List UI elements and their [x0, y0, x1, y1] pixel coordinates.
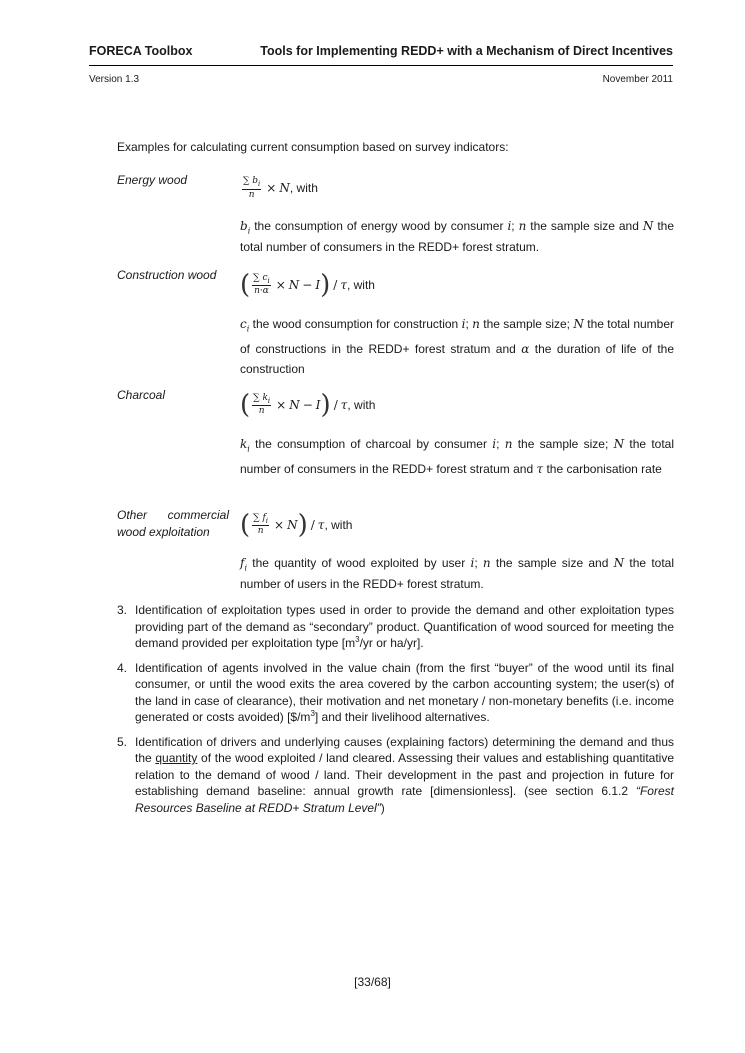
formula-charcoal: ( $\frac{\sum k_i}{n}$ × N − I ) / τ , with: [240, 390, 376, 420]
document-subtitle: Tools for Implementing REDD+ with a Mechanism of Direct Incentives: [260, 44, 673, 58]
term-construction-wood: Construction wood: [117, 268, 217, 282]
term-charcoal: Charcoal: [117, 388, 166, 402]
intro-text: Examples for calculating current consumption based on survey indicators:: [117, 140, 509, 154]
numbered-list: [117, 602, 674, 824]
formula-energy-wood: $\frac{\sum b_i}{n}$ × N , with: [243, 176, 318, 200]
desc-construction-wood: $c_i$ the wood consumption for construction i; n the sample size; N the total number of constructions in the REDD+ forest stratum and α the duration of life of the construction: [240, 317, 675, 377]
formula-construction-wood: ( $\frac{\sum c_i}{n\cdot\alpha}$ × N − I ) / τ , with: [240, 270, 375, 300]
formula-other-commercial: ( $\frac{\sum f_i}{n}$ × N ) / τ , with: [240, 510, 353, 540]
version-label: Version 1.3: [89, 74, 140, 85]
desc-energy-wood: $b_i$ the consumption of energy wood by consumer i; n the sample size and N the total number of consumers in the REDD+ forest stratum.: [240, 219, 675, 255]
term-other-commercial: Other commercial wood exploitation: [117, 508, 229, 539]
date-label: November 2011: [602, 74, 673, 85]
document-title: FORECA Toolbox: [89, 44, 193, 58]
desc-other-commercial: $f_i$ the quantity of wood exploited by user i; n the sample size and N the total number of users in the REDD+ forest stratum.: [240, 556, 675, 592]
list-item: 3. Identification of exploitation types used in order to provide the demand and other exploitation types providing part of the demand as “secondary” product. Quantification of wood sourced for meeting the demand provided per exploitation type [$m^3/yr$ or ha/yr].: [117, 603, 674, 650]
list-item: 4. Identification of agents involved in the value chain (from the first “buyer” of the wood until its final consumer, or until the wood exits the area covered by the carbon accounting system; the user(s) of the land in case of clearance), their motivation and net monetary / non-monetary benefits (i.e. income generated or costs avoided) $[\$/m^3]$ and their livelihood alternatives.: [117, 660, 674, 724]
page-number: [33/68]: [354, 975, 391, 989]
list-item: 5. Identification of drivers and underlying causes (explaining factors) determining the demand and thus the quantity of the wood exploited / land cleared. Assessing their values and establishing quantitative relation to the demand of wood / land. Their development in the past and projection in future for establishing demand baseline: annual growth rate [dimensionless]. (see section 6.1.2 “Forest Resources Baseline at REDD+ Stratum Level”): [117, 734, 675, 815]
header-divider: [89, 65, 673, 66]
desc-charcoal: $k_i$ the consumption of charcoal by consumer i; n the sample size; N the total number of consumers in the REDD+ forest stratum and τ the carbonisation rate: [240, 437, 675, 477]
formula-with-label: , with: [289, 181, 318, 196]
term-energy-wood: Energy wood: [117, 173, 188, 187]
